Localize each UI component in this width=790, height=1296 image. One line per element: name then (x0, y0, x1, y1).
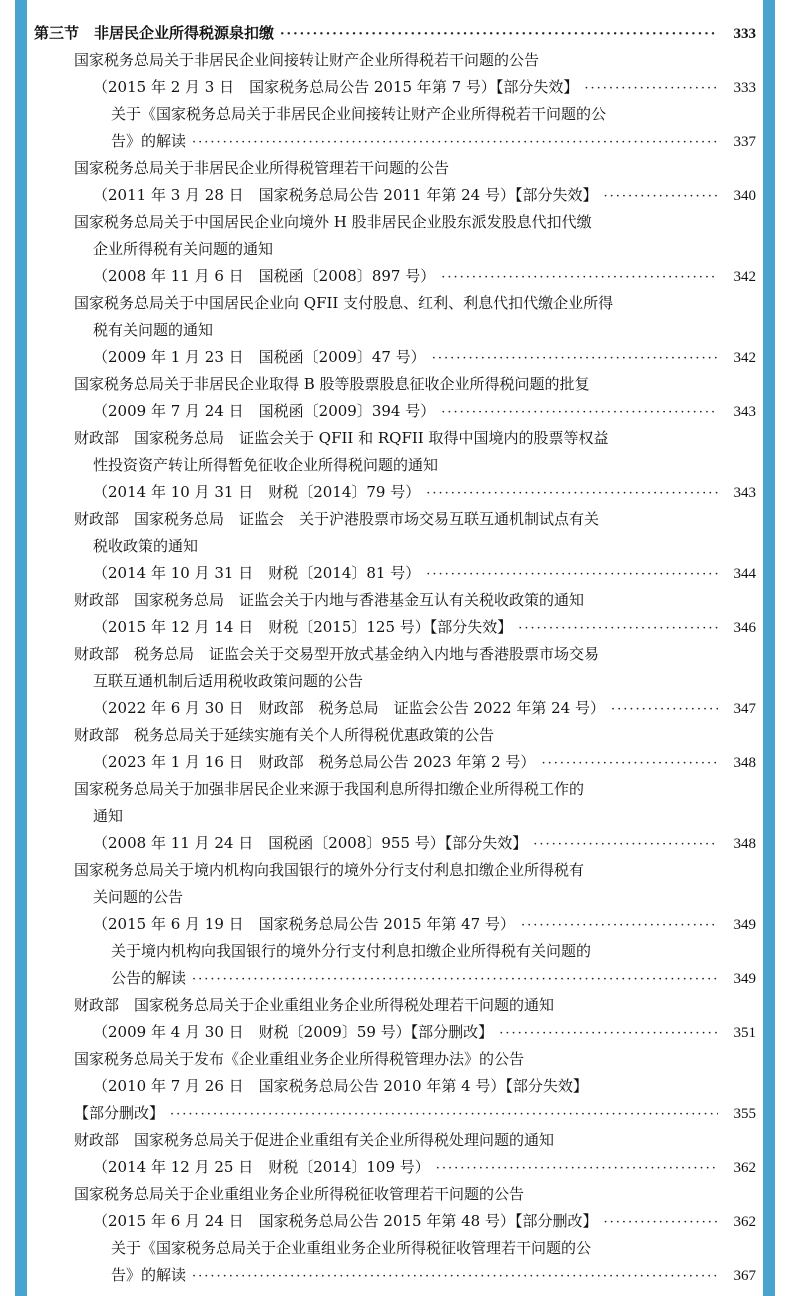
toc-entry-interpretation: 关于《国家税务总局关于非居民企业间接转让财产企业所得税若干问题的公 (111, 105, 607, 123)
toc-entry-source: （2009 年 1 月 23 日 国税函〔2009〕47 号） ····· 342 (34, 344, 756, 371)
toc-entry-title: 国家税务总局关于中国居民企业向境外 H 股非居民企业股东派发股息代扣代缴 (74, 213, 592, 231)
toc-entry-title: 国家税务总局关于企业重组业务企业所得税征收管理若干问题的公告 (74, 1185, 525, 1203)
toc-page (34, 20, 756, 1289)
toc-entry-source: （2011 年 3 月 28 日 国家税务总局公告 2011 年第 24 号）【部分失效】 ····· 340 (34, 182, 756, 209)
toc-entry-title: 财政部 国家税务总局 证监会关于内地与香港基金互认有关税收政策的通知 (74, 591, 585, 609)
toc-entry-source: （2009 年 4 月 30 日 财税〔2009〕59 号）【部分删改】 ····· 351 (34, 1019, 756, 1046)
toc-entry-title: 国家税务总局关于非居民企业取得 B 股等股票股息征收企业所得税问题的批复 (74, 375, 590, 393)
right-border-bar (763, 0, 775, 1296)
toc-entry-title: 财政部 税务总局关于延续实施有关个人所得税优惠政策的公告 (74, 726, 495, 744)
toc-entry-source: （2008 年 11 月 6 日 国税函〔2008〕897 号） ····· 342 (34, 263, 756, 290)
toc-entry-source: （2023 年 1 月 16 日 财政部 税务总局公告 2023 年第 2 号） ····· 348 (34, 749, 756, 776)
toc-entry-title: 财政部 国家税务总局关于促进企业重组有关企业所得税处理问题的通知 (74, 1131, 555, 1149)
toc-entry-source: （2014 年 10 月 31 日 财税〔2014〕79 号） ····· 343 (34, 479, 756, 506)
left-border-bar (15, 0, 27, 1296)
toc-entry-source: （2009 年 7 月 24 日 国税函〔2009〕394 号） ····· 343 (34, 398, 756, 425)
toc-section-heading: 第三节 非居民企业所得税源泉扣缴 ····· 333 (34, 20, 756, 47)
toc-entry-title: 财政部 税务总局 证监会关于交易型开放式基金纳入内地与香港股票市场交易 (74, 645, 600, 663)
toc-entry-interpretation-cont: 公告的解读 ····· 349 (34, 965, 756, 992)
toc-entry-title: 国家税务总局关于非居民企业间接转让财产企业所得税若干问题的公告 (74, 51, 540, 69)
toc-entry-interpretation-cont: 告》的解读 ····· 337 (34, 128, 756, 155)
toc-entry-title: 财政部 国家税务总局关于企业重组业务企业所得税处理若干问题的通知 (74, 996, 555, 1014)
toc-entry-title-cont: 税有关问题的通知 (93, 321, 214, 339)
toc-entry-title-cont: 性投资资产转让所得暂免征收企业所得税问题的通知 (93, 456, 439, 474)
toc-entry-title-cont: 企业所得税有关问题的通知 (93, 240, 274, 258)
toc-entry-source: （2015 年 12 月 14 日 财税〔2015〕125 号）【部分失效】 ····· 346 (34, 614, 756, 641)
toc-entry-source: （2015 年 2 月 3 日 国家税务总局公告 2015 年第 7 号）【部分失效】 ····· 333 (34, 74, 756, 101)
toc-entry-source: （2014 年 12 月 25 日 财税〔2014〕109 号） ····· 362 (34, 1154, 756, 1181)
toc-entry-source: （2015 年 6 月 19 日 国家税务总局公告 2015 年第 47 号） ····· 349 (34, 911, 756, 938)
toc-entry-source: （2008 年 11 月 24 日 国税函〔2008〕955 号）【部分失效】 ····· 348 (34, 830, 756, 857)
toc-entry-source: （2022 年 6 月 30 日 财政部 税务总局 证监会公告 2022 年第 24 号） ····· 347 (34, 695, 756, 722)
toc-entry-interpretation: 关于境内机构向我国银行的境外分行支付利息扣缴企业所得税有关问题的 (111, 942, 592, 960)
toc-entry-title: 国家税务总局关于加强非居民企业来源于我国利息所得扣缴企业所得税工作的 (74, 780, 585, 798)
toc-entry-title: 财政部 国家税务总局 证监会 关于沪港股票市场交易互联互通机制试点有关 (74, 510, 600, 528)
toc-entry-title: 国家税务总局关于非居民企业所得税管理若干问题的公告 (74, 159, 450, 177)
toc-entry-title-cont: 通知 (93, 807, 124, 825)
toc-entry-title: 国家税务总局关于境内机构向我国银行的境外分行支付利息扣缴企业所得税有 (74, 861, 585, 879)
toc-entry-title-cont: 税收政策的通知 (93, 537, 199, 555)
toc-entry-source-cont: 【部分删改】 ····· 355 (34, 1100, 756, 1127)
toc-entry-title: 国家税务总局关于中国居民企业向 QFII 支付股息、红利、利息代扣代缴企业所得 (74, 294, 614, 312)
toc-entry-interpretation-cont: 告》的解读 ····· 367 (34, 1262, 756, 1289)
toc-entry-source: （2015 年 6 月 24 日 国家税务总局公告 2015 年第 48 号）【部分删改】 ····· 362 (34, 1208, 756, 1235)
toc-entry-title-cont: 关问题的公告 (93, 888, 184, 906)
toc-entry-title-cont: 互联互通机制后适用税收政策问题的公告 (93, 672, 364, 690)
toc-entry-interpretation: 关于《国家税务总局关于企业重组业务企业所得税征收管理若干问题的公 (111, 1239, 592, 1257)
toc-entry-source: （2014 年 10 月 31 日 财税〔2014〕81 号） ····· 344 (34, 560, 756, 587)
toc-entry-title: 财政部 国家税务总局 证监会关于 QFII 和 RQFII 取得中国境内的股票等权益 (74, 429, 609, 447)
toc-entry-title: 国家税务总局关于发布《企业重组业务企业所得税管理办法》的公告 (74, 1050, 525, 1068)
toc-entry-source: （2010 年 7 月 26 日 国家税务总局公告 2010 年第 4 号）【部分失效】 (93, 1077, 588, 1095)
